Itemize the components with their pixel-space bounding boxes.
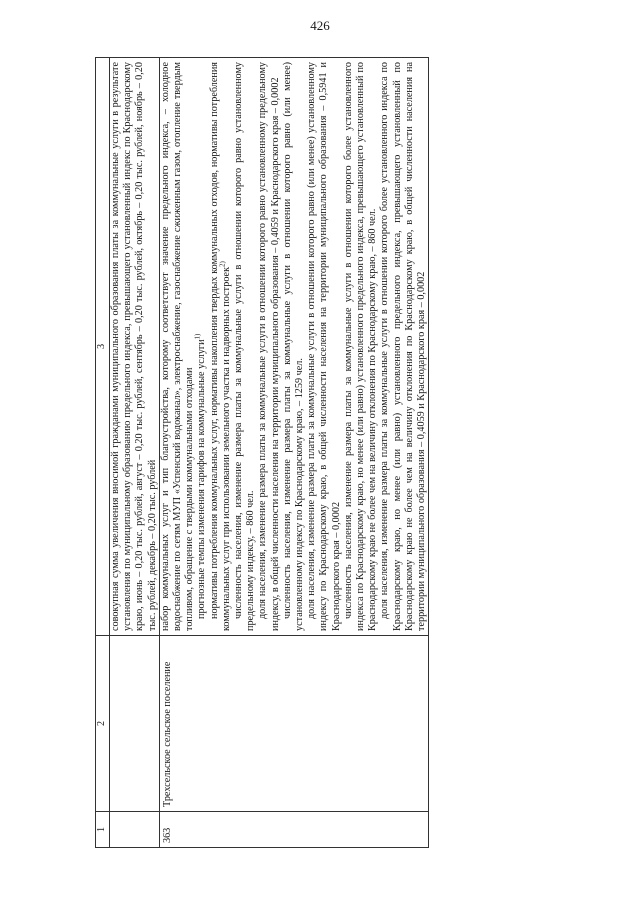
paragraph-text: численность населения, изменение размера платы за коммунальные услуги в отношении которого равно (или менее) установленному индексу по Краснодарскому краю, – 1259 чел. [281,62,306,631]
row-details [159,58,428,636]
paragraph-text: прогнозные темпы изменения тарифов на коммунальные услуги [196,339,208,619]
detail-paragraph [343,62,380,631]
paragraph-text: нормативы потребления коммунальных услуг, нормативы накопления твердых коммунальных отходов, нормативы потребления коммунальных услуг при использовании земельного участка и надворных построек [208,62,232,631]
footnote-ref: 1) [194,333,203,340]
table-header-row [96,58,110,848]
detail-paragraph [196,62,208,631]
table-row-363 [159,58,428,848]
paragraph-text: доля населения, изменение размера платы за коммунальные услуги в отношении которого более установленного индекса по Краснодарскому краю, но менее (или равно) установленного предельного индекса, превышающего установленный по Краснодарскому краю не более чем на величину отклонения по Краснодарскому краю, в общей численности населения на территории муниципального образования – 0,4059 и Краснодарского края – 0,0002 [379,62,428,631]
detail-paragraph [160,62,197,631]
detail-paragraph [282,62,306,631]
detail-paragraph [209,62,233,631]
detail-paragraph [306,62,343,631]
footnote-ref: 2) [218,261,227,267]
cell-empty-name [110,636,160,812]
continuation-paragraph: совокупная сумма увеличения вносимой гражданами муниципального образования платы за коммунальные услуги в результате установления по муниципальному образованию предельного индекса, превышающего установленный индекс по Краснодарскому краю, июнь – 0,20 тыс. рублей, август – 0,20 тыс. рублей, сентябрь – 0,20 тыс. рублей, октябрь – 0,20 тыс. рублей, ноябрь – 0,20 тыс. рублей, декабрь – 0,20 тыс. рублей [110,62,158,631]
rotated-table-container [95,58,620,848]
row-number: 363 [159,812,428,848]
column-header-1: 1 [96,812,110,848]
detail-paragraph [379,62,428,631]
column-header-3: 3 [96,58,110,636]
cell-continuation-text [110,58,160,636]
paragraph-text: доля населения, изменение размера платы за коммунальные услуги в отношении которого равно (или менее) установленному индексу по Краснодарскому краю, в общей численности населения на территории муниципального образования – 0,5941 и Краснодарского края – 0,0002 [306,62,342,631]
detail-paragraph [257,62,281,631]
data-table [95,57,429,848]
paragraph-text: численность населения, изменение размера платы за коммунальные услуги в отношении которого более установленного индекса по Краснодарскому краю, но менее (или равно) установленного предельного индекса, превышающего установленный по Краснодарскому краю не более чем на величину отклонения по Краснодарскому краю, – 860 чел. [342,62,379,631]
settlement-name: Трехсельское сельское поселение [159,636,428,812]
column-header-2: 2 [96,636,110,812]
cell-empty-number [110,812,160,848]
paragraph-text: доля населения, изменение размера платы за коммунальные услуги в отношении которого равно установленному предельному индексу, в общей численности населения на территории муниципального образования – 0,4059 и Краснодарского края – 0,0002 [257,62,281,631]
table-row-continuation [110,58,160,848]
paragraph-text: численность населения, изменение размера платы за коммунальные услуги в отношении которого равно установленному предельному индексу, – 860 чел. [233,62,257,631]
page-number: 426 [310,18,330,33]
detail-paragraph [233,62,257,631]
paragraph-text: набор коммунальных услуг и тип благоустройства, которому соответствует значение предельного индекса, – холодное водоснабжение по сетям МУП «Успенский водоканал», электроснабжение, газоснабжение сжиженным газом, отопление твердым топливом, обращение с твердыми коммунальными отходами [159,62,196,631]
